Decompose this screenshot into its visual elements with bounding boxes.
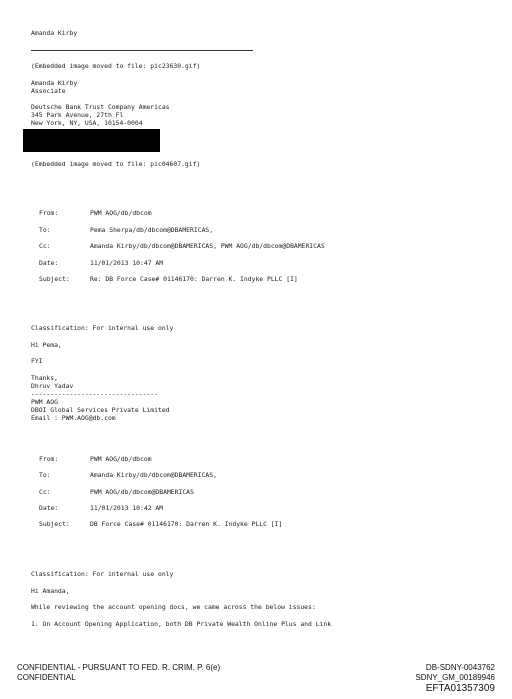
header1-date-label: Date: (39, 259, 59, 267)
body1-org: DBOI Global Services Private Limited (31, 406, 170, 414)
signature-name: Amanda Kirby (31, 79, 78, 87)
body1-signer: Dhruv Yadav (31, 382, 74, 390)
header2-subject-label: Subject: (39, 520, 70, 528)
body1-fyi: FYI (31, 357, 43, 365)
header2-from-label: From: (39, 455, 59, 463)
embedded-image-note-2: (Embedded image moved to file: pic04607.gif) (31, 160, 201, 168)
header2-cc-label: Cc: (39, 488, 51, 496)
header1-cc-label: Cc: (39, 242, 51, 250)
footer-confidential-notice: CONFIDENTIAL - PURSUANT TO FED. R. CRIM. P. 6(e) (17, 663, 221, 672)
signature-address-line-1: 345 Park Avenue, 27th Fl (31, 111, 124, 119)
signature-address-line-2: New York, NY, USA, 10154-0004 (31, 119, 143, 127)
body2-line-1: While reviewing the account opening docs, we came across the below issues: (31, 603, 316, 611)
body2-greeting: Hi Amanda, (31, 587, 70, 595)
embedded-image-note-1: (Embedded image moved to file: pic23630.gif) (31, 62, 201, 70)
header2-cc-value: PWM AOG/db/dbcom@DBAMERICAS (90, 488, 194, 496)
header2-date-label: Date: (39, 504, 59, 512)
header1-date-value: 11/01/2013 10:47 AM (90, 259, 164, 267)
footer-confidential: CONFIDENTIAL (17, 673, 76, 682)
header1-to-label: To: (39, 226, 51, 234)
body1-thanks: Thanks, (31, 374, 58, 382)
header2-date-value: 11/01/2013 10:42 AM (90, 504, 164, 512)
body1-email: Email : PWM.AOG@db.com (31, 414, 116, 422)
header1-subject-label: Subject: (39, 275, 70, 283)
footer-bates-1: DB-SDNY-0043762 (425, 663, 495, 672)
signature-title: Associate (31, 87, 66, 95)
redaction-box (23, 129, 160, 152)
sender-name: Amanda Kirby (31, 29, 78, 37)
footer-bates-3: EFTA01357309 (425, 683, 495, 694)
header2-subject-value: DB Force Case# 01146170: Darren K. Indyke PLLC [I] (90, 520, 283, 528)
header1-to-value: Pema Sherpa/db/dbcom@DBAMERICAS, (90, 226, 214, 234)
header1-cc-value: Amanda Kirby/db/dbcom@DBAMERICAS, PWM AOG/db/dbcom@DBAMERICAS (90, 242, 325, 250)
body1-team: PWM AOG (31, 398, 58, 406)
signature-divider (31, 50, 253, 51)
body1-classification: Classification: For internal use only (31, 324, 174, 332)
signature-company: Deutsche Bank Trust Company Americas (31, 103, 170, 111)
body1-greeting: Hi Pema, (31, 341, 62, 349)
header2-to-value: Amanda Kirby/db/dbcom@DBAMERICAS, (90, 471, 217, 479)
header1-from-label: From: (39, 209, 59, 217)
body2-line-2: 1. On Account Opening Application, both DB Private Wealth Online Plus and Link (31, 620, 332, 628)
header2-to-label: To: (39, 471, 51, 479)
header1-from-value: PWM AOG/db/dbcom (90, 209, 152, 217)
header2-from-value: PWM AOG/db/dbcom (90, 455, 152, 463)
body2-classification: Classification: For internal use only (31, 570, 174, 578)
body1-dashes: --------------------------------- (31, 390, 158, 398)
footer-bates-2: SDNY_GM_00189946 (415, 673, 495, 682)
header1-subject-value: Re: DB Force Case# 01146170: Darren K. Indyke PLLC [I] (90, 275, 298, 283)
